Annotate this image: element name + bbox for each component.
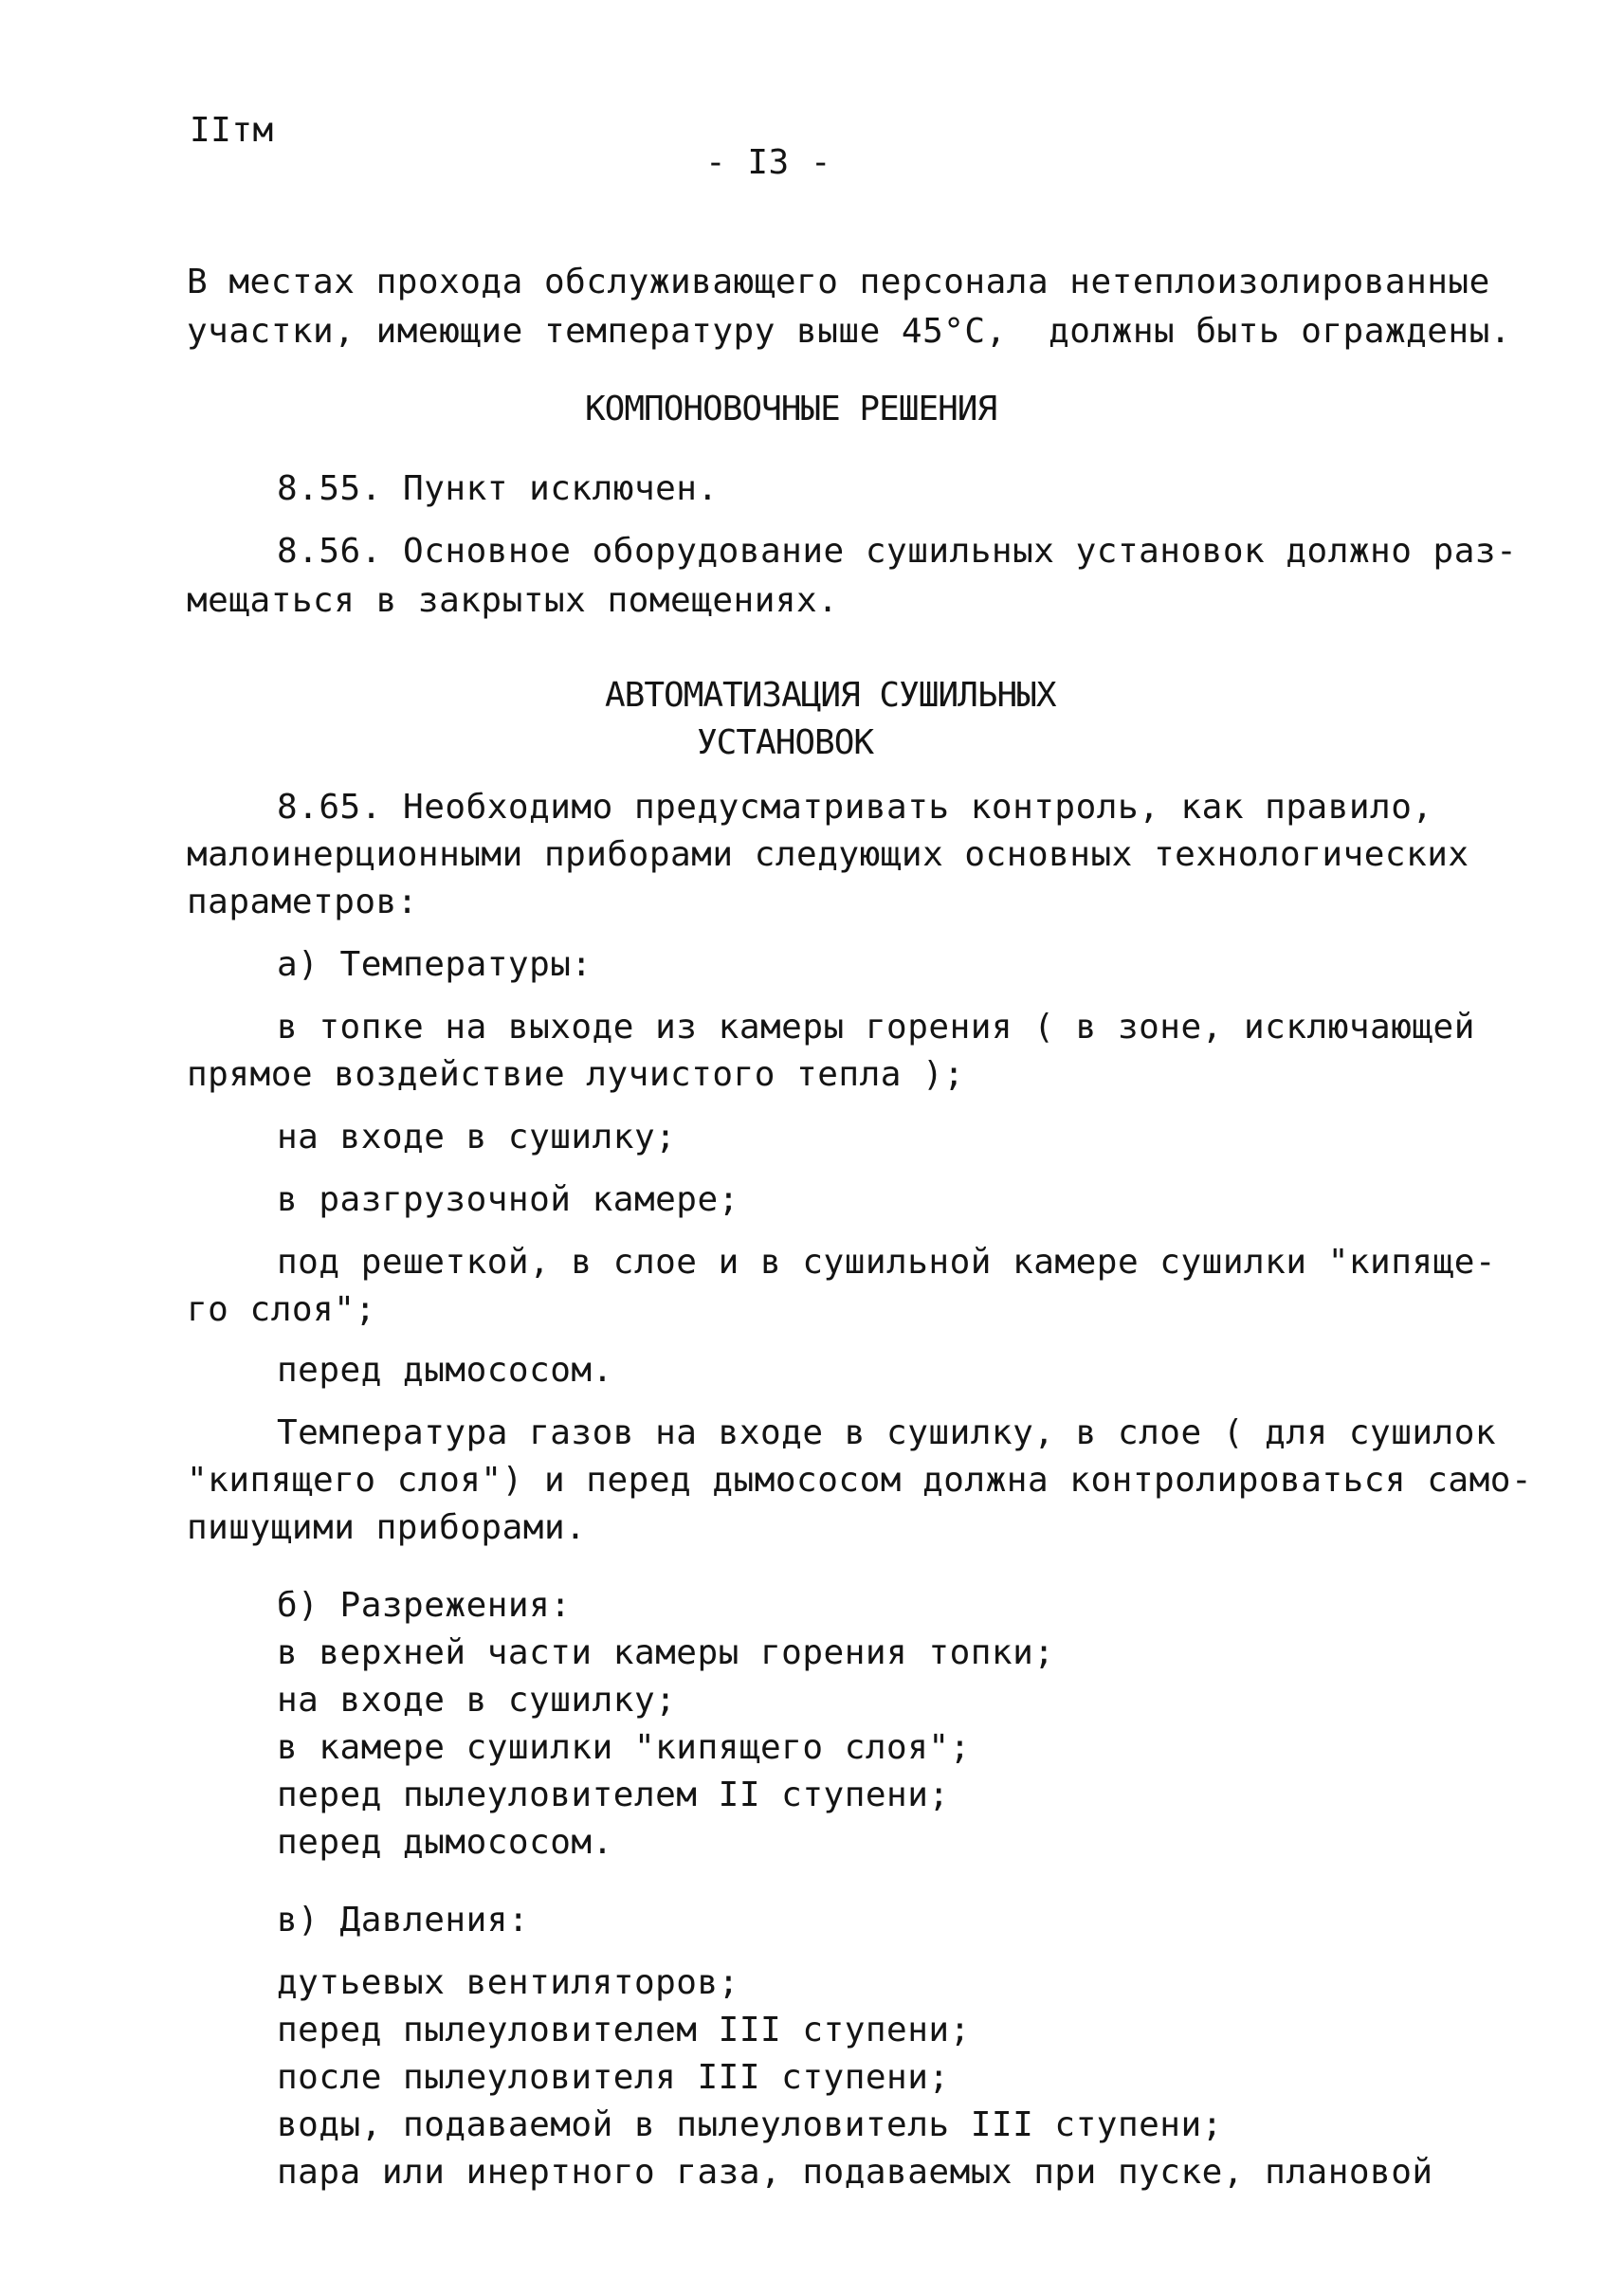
pressure-item-2: перед пылеуловителем III ступени; xyxy=(277,2011,971,2049)
paragraph-8-55: 8.55. Пункт исключен. xyxy=(277,469,719,508)
temperature-item-4-line-2: го слоя"; xyxy=(187,1290,376,1329)
paragraph-8-56-line-1: 8.56. Основное оборудование сушильных установок должно раз- xyxy=(277,532,1518,571)
intro-line-2: участки, имеющие температуру выше 45°С, должны быть ограждены. xyxy=(187,312,1511,351)
temperature-note-line-3: пишущими приборами. xyxy=(187,1508,587,1547)
section-heading-automation-line-2: УСТАНОВОК xyxy=(697,723,874,762)
rarefaction-item-5: перед дымососом. xyxy=(277,1823,613,1862)
paragraph-8-65-line-1: 8.65. Необходимо предусматривать контроль, как правило, xyxy=(277,788,1433,827)
temperature-item-2: на входе в сушилку; xyxy=(277,1118,677,1157)
paragraph-8-65-line-3: параметров: xyxy=(187,883,418,921)
page-number: - I3 - xyxy=(705,143,832,182)
temperature-note-line-1: Температура газов на входе в сушилку, в слое ( для сушилок xyxy=(277,1413,1497,1452)
section-heading-automation-line-1: АВТОМАТИЗАЦИЯ СУШИЛЬНЫХ xyxy=(605,676,1056,715)
list-heading-temperatures: а) Температуры: xyxy=(277,945,593,984)
temperature-item-4-line-1: под решеткой, в слое и в сушильной камере сушилки "кипяще- xyxy=(277,1243,1497,1282)
temperature-item-1-line-2: прямое воздействие лучистого тепла ); xyxy=(187,1055,965,1094)
pressure-item-1: дутьевых вентиляторов; xyxy=(277,1963,739,2002)
rarefaction-item-4: перед пылеуловителем II ступени; xyxy=(277,1776,950,1814)
pressure-item-4: воды, подаваемой в пылеуловитель III ступени; xyxy=(277,2105,1223,2144)
temperature-item-3: в разгрузочной камере; xyxy=(277,1180,739,1219)
list-heading-pressures: в) Давления: xyxy=(277,1901,530,1940)
rarefaction-item-2: на входе в сушилку; xyxy=(277,1681,677,1720)
intro-line-1: В местах прохода обслуживающего персонала нетеплоизолированные xyxy=(187,263,1490,301)
paragraph-8-65-line-2: малоинерционными приборами следующих основных технологических xyxy=(187,835,1469,874)
pressure-item-3: после пылеуловителя III ступени; xyxy=(277,2058,950,2097)
list-heading-rarefaction: б) Разрежения: xyxy=(277,1586,572,1625)
pressure-item-5: пара или инертного газа, подаваемых при пуске, плановой xyxy=(277,2153,1433,2192)
temperature-item-1-line-1: в топке на выходе из камеры горения ( в зоне, исключающей xyxy=(277,1008,1475,1047)
temperature-item-5: перед дымососом. xyxy=(277,1351,613,1390)
rarefaction-item-1: в верхней части камеры горения топки; xyxy=(277,1633,1055,1672)
section-heading-layout: КОМПОНОВОЧНЫЕ РЕШЕНИЯ xyxy=(585,390,997,428)
paragraph-8-56-line-2: мещаться в закрытых помещениях. xyxy=(187,581,839,620)
document-code: IIтм xyxy=(190,111,274,150)
rarefaction-item-3: в камере сушилки "кипящего слоя"; xyxy=(277,1728,971,1767)
temperature-note-line-2: "кипящего слоя") и перед дымососом должна контролироваться само- xyxy=(187,1461,1533,1500)
